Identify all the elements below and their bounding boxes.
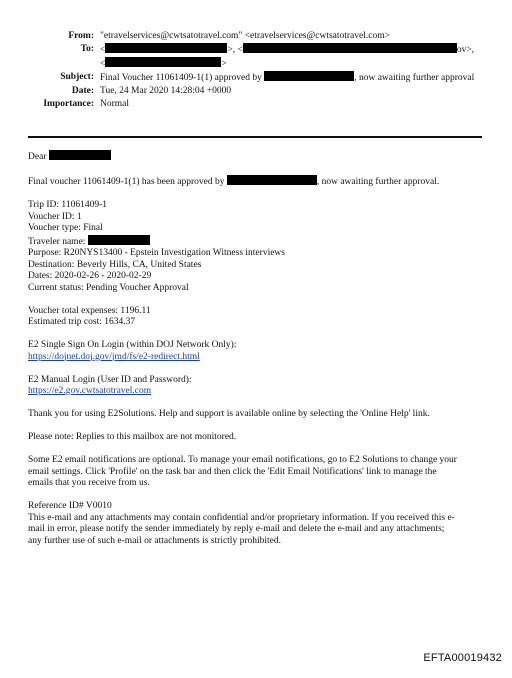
from-label: From: (68, 31, 94, 41)
date-label: Date: (71, 86, 94, 96)
redaction-block (105, 57, 221, 67)
email-header (28, 30, 488, 110)
notifications-paragraph (28, 455, 488, 490)
salutation-text: Dear (28, 152, 47, 162)
importance-label: Importance: (43, 99, 94, 109)
sso-section (28, 340, 488, 363)
salutation (28, 150, 488, 164)
no-reply-note: Please note: Replies to this mailbox are not monitored. (28, 432, 237, 442)
manual-login-label: E2 Manual Login (User ID and Password): (28, 374, 192, 385)
reference-id: Reference ID# V0010 (28, 501, 112, 511)
redaction-block (105, 43, 227, 53)
confidentiality-line-3: any further use of such e-mail or attachments is strictly prohibited. (28, 535, 281, 546)
date-row (28, 85, 488, 97)
current-status: Current status: Pending Voucher Approval (28, 282, 189, 293)
voucher-total: Voucher total expenses: 1196.11 (28, 305, 151, 316)
dates: Dates: 2020-02-26 - 2020-02-29 (28, 271, 152, 281)
to-row (28, 43, 488, 56)
subject-text: Final Voucher 11061409-1(1) approved by (100, 73, 262, 83)
subject-row (28, 71, 488, 84)
approval-suffix: , now awaiting further approval. (316, 177, 440, 187)
importance-row (28, 98, 488, 110)
redaction-block (88, 235, 150, 245)
to-label: To: (80, 44, 94, 54)
redaction-block (227, 175, 317, 185)
subject-suffix: , now awaiting further approval (354, 73, 475, 83)
trip-id: Trip ID: 11061409-1 (28, 200, 107, 210)
from-row (28, 30, 488, 42)
to-bracket-close-2: > (221, 59, 227, 69)
voucher-type: Voucher type: Final (28, 223, 103, 233)
destination: Destination: Beverly Hills, CA, United States (28, 259, 202, 270)
to-separator: >, < (227, 45, 243, 55)
traveler-name-label: Traveler name: (28, 236, 86, 247)
confidentiality-line-2: mail in error, please notify the sender immediately by reply e-mail and delete the e-mail and any attachments; (28, 524, 445, 534)
importance-value: Normal (100, 99, 130, 109)
approval-text: Final voucher 11061409-1(1) has been approved by (28, 177, 225, 187)
to-bracket-open: < (100, 45, 106, 55)
purpose: Purpose: R20NYS13400 - Epstein Investigation Witness interviews (28, 248, 285, 258)
notifications-line-1: Some E2 email notifications are optional. To manage your email notifications, go to E2 Solutions to change your (28, 455, 457, 465)
manual-login-link[interactable]: https://e2.gov.cwtsatotravel.com (28, 386, 152, 396)
date-value: Tue, 24 Mar 2020 14:28:04 +0000 (100, 86, 232, 96)
sso-label: E2 Single Sign On Login (within DOJ Network Only): (28, 340, 237, 350)
trip-details (28, 200, 488, 294)
sso-link[interactable]: https://dojnet.doj.gov/jmd/fs/e2-redirect.html (28, 351, 200, 362)
notifications-line-2: email settings. Click 'Profile' on the task bar and then click the 'Edit Email Notifications' link to manage the (28, 466, 437, 477)
from-value: "etravelservices@cwtsatotravel.com" <etravelservices@cwtsatotravel.com> (100, 31, 390, 41)
voucher-id: Voucher ID: 1 (28, 211, 82, 222)
header-divider (28, 136, 482, 138)
confidentiality-section (28, 501, 488, 547)
redaction-block (264, 71, 354, 81)
redaction-block (49, 150, 111, 160)
thanks-text: Thank you for using E2Solutions. Help and support is available online by selecting the 'Online Help' link. (28, 409, 430, 419)
to-row-continued (28, 57, 488, 70)
approval-line (28, 175, 488, 189)
traveler-name-row (28, 235, 488, 249)
notifications-line-3: emails that you receive from us. (28, 478, 150, 488)
subject-label: Subject: (60, 72, 94, 82)
confidentiality-line-1: This e-mail and any attachments may contain confidential and/or proprietary information. If you received this e- (28, 512, 455, 523)
redaction-block (243, 43, 457, 53)
to-bracket-open-2: < (100, 59, 106, 69)
to-suffix: ov>, (456, 45, 475, 55)
manual-login-section (28, 375, 488, 398)
email-body (28, 150, 488, 559)
document-id: EFTA00019432 (423, 652, 502, 664)
estimated-cost: Estimated trip cost: 1634.37 (28, 317, 136, 327)
cost-details (28, 306, 488, 329)
